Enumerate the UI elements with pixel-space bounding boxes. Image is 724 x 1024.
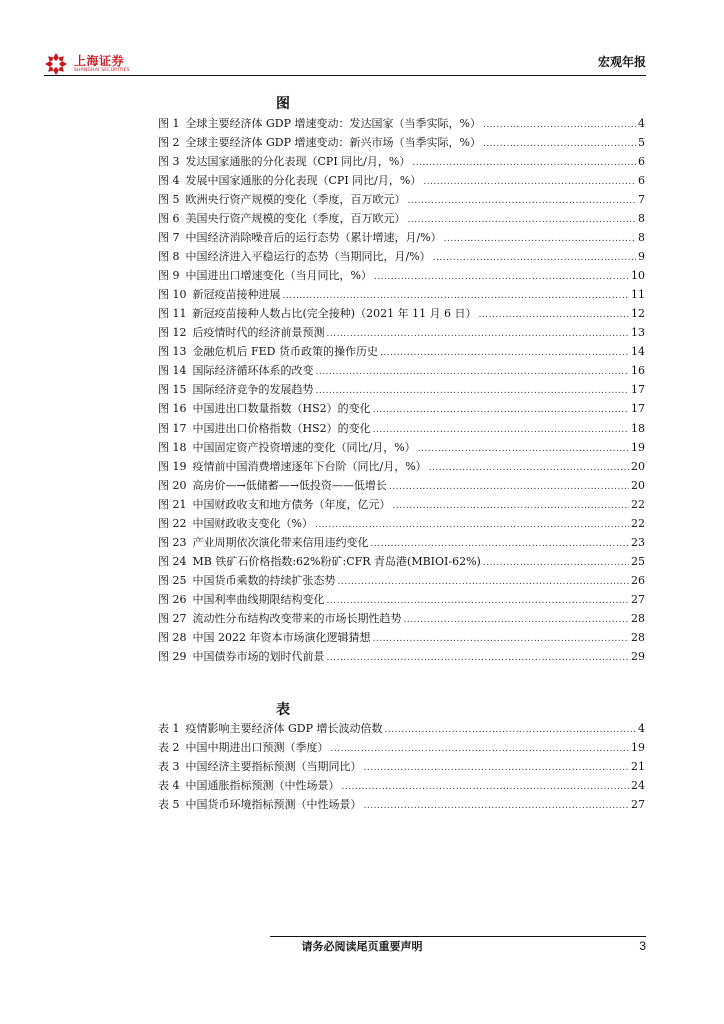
figure-label: 图 28 (158, 630, 187, 644)
figure-title: 全球主要经济体 GDP 增速变动：新兴市场（当季实际，%） (185, 136, 481, 150)
figure-entry[interactable] (158, 247, 645, 266)
figure-entry[interactable] (158, 304, 645, 323)
figure-entry[interactable] (158, 114, 645, 133)
table-entry[interactable] (158, 757, 645, 776)
figure-title: 中国债券市场的划时代前景 (192, 649, 325, 663)
figure-title: 中国利率曲线期限结构变化 (192, 592, 325, 606)
figure-entry[interactable] (158, 438, 645, 457)
figure-page-number: 20 (631, 459, 645, 473)
figure-title: 产业周期依次演化带来信用违约变化 (192, 535, 369, 549)
header-divider (44, 75, 646, 76)
table-list (158, 719, 645, 814)
figure-label: 图 18 (158, 440, 187, 454)
table-label: 表 2 (158, 741, 180, 755)
figure-page-number: 14 (631, 345, 645, 359)
figure-label: 图 10 (158, 288, 187, 302)
figure-label: 图 6 (158, 212, 180, 226)
figure-page-number: 27 (631, 592, 645, 606)
figure-page-number: 10 (631, 269, 645, 283)
figure-title: 流动性分布结构改变带来的市场长期性趋势 (192, 611, 402, 625)
dot-leader (316, 363, 630, 382)
figure-entry[interactable] (158, 380, 645, 399)
figure-page-number: 25 (631, 554, 645, 568)
dot-leader (479, 306, 629, 325)
figure-page-number: 29 (631, 649, 645, 663)
figure-page-number: 5 (638, 136, 645, 150)
figure-title: 新冠疫苗接种人数占比(完全接种)（2021 年 11 月 6 日） (192, 307, 477, 321)
figure-label: 图 27 (158, 611, 187, 625)
figure-entry[interactable] (158, 399, 645, 418)
figure-page-number: 22 (631, 497, 645, 511)
figure-entry[interactable] (158, 552, 645, 571)
figure-page-number: 7 (638, 193, 645, 207)
dot-leader (483, 135, 636, 154)
table-entry[interactable] (158, 776, 645, 795)
table-page-number: 4 (638, 722, 645, 735)
table-page-number: 19 (631, 741, 645, 755)
figure-label: 图 14 (158, 364, 187, 378)
figure-label: 图 8 (158, 250, 180, 264)
figure-title: 欧洲央行资产规模的变化（季度，百万欧元） (185, 193, 406, 207)
dot-leader (423, 173, 636, 192)
figure-title: 中国经济消除噪音后的运行态势（累计增速，月/%） (185, 231, 442, 245)
figure-label: 图 13 (158, 345, 187, 359)
figure-label: 图 15 (158, 383, 187, 397)
figure-entry[interactable] (158, 628, 645, 647)
figure-label: 图 17 (158, 421, 187, 435)
figure-entry[interactable] (158, 514, 645, 533)
table-title: 中国经济主要指标预测（当期同比） (185, 760, 362, 774)
dot-leader (364, 797, 630, 816)
dot-leader (338, 573, 630, 592)
figure-list (158, 114, 645, 666)
figure-page-number: 16 (631, 364, 645, 378)
figure-label: 图 5 (158, 193, 180, 207)
figure-title: 中国进出口价格指数（HS2）的变化 (192, 421, 371, 435)
figure-entry[interactable] (158, 152, 645, 171)
figure-label: 图 7 (158, 231, 180, 245)
table-title: 中国货币环境指标预测（中性场景） (185, 798, 362, 812)
dot-leader (373, 401, 629, 420)
figure-label: 图 24 (158, 554, 187, 568)
figures-heading: 图 (276, 96, 290, 112)
figure-entry[interactable] (158, 171, 645, 190)
figure-label: 图 29 (158, 649, 187, 663)
footer-divider (270, 936, 646, 937)
figure-entry[interactable] (158, 647, 645, 666)
figure-label: 图 1 (158, 117, 180, 130)
dot-leader (483, 116, 636, 135)
figure-entry[interactable] (158, 361, 645, 380)
figure-label: 图 9 (158, 269, 180, 283)
figure-title: 后疫情时代的经济前景预测 (192, 326, 325, 340)
figure-page-number: 6 (638, 155, 645, 169)
figure-entry[interactable] (158, 323, 645, 342)
figure-title: 中国货币乘数的持续扩张态势 (192, 573, 336, 587)
figure-title: 金融危机后 FED 货币政策的操作历史 (192, 345, 378, 359)
figure-title: 全球主要经济体 GDP 增速变动：发达国家（当季实际，%） (185, 117, 481, 130)
figure-page-number: 4 (638, 117, 645, 130)
figure-page-number: 20 (631, 478, 645, 492)
dot-leader (374, 268, 629, 287)
figure-title: 美国央行资产规模的变化（季度，百万欧元） (185, 212, 406, 226)
dot-leader (389, 478, 629, 497)
figure-page-number: 8 (638, 231, 645, 245)
figure-label: 图 19 (158, 459, 187, 473)
dot-leader (342, 778, 630, 797)
figure-entry[interactable] (158, 533, 645, 552)
figure-label: 图 21 (158, 497, 187, 511)
dot-leader (364, 759, 630, 778)
figure-label: 图 22 (158, 516, 187, 530)
dot-leader (483, 554, 629, 573)
page-header (44, 44, 646, 76)
figure-title: 中国进出口数量指数（HS2）的变化 (192, 402, 371, 416)
figure-entry[interactable] (158, 190, 645, 209)
table-label: 表 4 (158, 779, 180, 793)
figure-page-number: 13 (631, 326, 645, 340)
dot-leader (429, 459, 629, 478)
figure-label: 图 26 (158, 592, 187, 606)
tables-heading: 表 (276, 702, 290, 718)
figure-title: 发达国家通胀的分化表现（CPI 同比/月，%） (185, 155, 411, 169)
figure-title: 中国固定资产投资增速的变化（同比/月，%） (192, 440, 416, 454)
brand-logo-icon (44, 52, 68, 76)
brand-name-cn: 上海证券 (74, 53, 125, 68)
figure-entry[interactable] (158, 228, 645, 247)
figure-title: 发展中国家通胀的分化表现（CPI 同比/月，%） (185, 174, 422, 188)
figure-page-number: 26 (631, 573, 645, 587)
figure-entry[interactable] (158, 476, 645, 495)
figure-label: 图 11 (158, 307, 187, 321)
table-label: 表 5 (158, 798, 180, 812)
figure-page-number: 28 (631, 611, 645, 625)
dot-leader (331, 740, 630, 759)
figure-label: 图 23 (158, 535, 187, 549)
figure-page-number: 28 (631, 630, 645, 644)
dot-leader (404, 611, 630, 630)
table-page-number: 21 (631, 760, 645, 774)
figure-entry[interactable] (158, 133, 645, 152)
figure-entry[interactable] (158, 419, 645, 438)
figure-page-number: 12 (631, 307, 645, 321)
table-page-number: 24 (631, 779, 645, 793)
dot-leader (385, 721, 637, 740)
figure-page-number: 17 (631, 402, 645, 416)
dot-leader (412, 154, 636, 173)
figure-page-number: 17 (631, 383, 645, 397)
figure-title: 中国 2022 年资本市场演化逻辑猜想 (192, 630, 371, 644)
figure-page-number: 8 (638, 212, 645, 226)
figure-entry[interactable] (158, 342, 645, 361)
disclaimer-note: 请务必阅读尾页重要声明 (301, 940, 423, 953)
figure-title: 国际经济竞争的发展趋势 (192, 383, 314, 397)
dot-leader (408, 211, 637, 230)
figure-entry[interactable] (158, 609, 645, 628)
figure-entry[interactable] (158, 457, 645, 476)
figure-title: 中国进出口增速变化（当月同比，%） (185, 269, 372, 283)
table-entry[interactable] (158, 795, 645, 814)
figure-entry[interactable] (158, 266, 645, 285)
figure-label: 图 25 (158, 573, 187, 587)
figure-page-number: 18 (631, 421, 645, 435)
dot-leader (444, 230, 636, 249)
dot-leader (408, 192, 637, 211)
dot-leader (418, 440, 629, 459)
figure-label: 图 4 (158, 174, 180, 188)
figure-title: 中国财政收支变化（%） (192, 516, 313, 530)
dot-leader (433, 249, 636, 268)
table-title: 中国通胀指标预测（中性场景） (185, 779, 340, 793)
dot-leader (380, 344, 629, 363)
table-entry[interactable] (158, 719, 645, 738)
brand-name-en: SHANGHAI SECURITIES (74, 67, 130, 73)
report-type: 宏观年报 (597, 55, 646, 69)
table-page-number: 27 (631, 798, 645, 812)
dot-leader (373, 630, 630, 649)
figure-page-number: 11 (631, 288, 645, 302)
figure-label: 图 20 (158, 478, 187, 492)
table-entry[interactable] (158, 738, 645, 757)
figure-label: 图 3 (158, 155, 180, 169)
figure-entry[interactable] (158, 590, 645, 609)
figure-title: 中国经济进入平稳运行的态势（当期同比，月/%） (185, 250, 431, 264)
dot-leader (327, 649, 630, 668)
figure-title: MB 铁矿石价格指数:62%粉矿:CFR 青岛港(MBIOI-62%) (192, 554, 481, 568)
brand-logo (44, 52, 130, 76)
figure-entry[interactable] (158, 495, 645, 514)
figure-title: 新冠疫苗接种进展 (192, 288, 281, 302)
table-title: 疫情影响主要经济体 GDP 增长波动倍数 (185, 722, 383, 735)
table-label: 表 3 (158, 760, 180, 774)
figure-page-number: 22 (631, 516, 645, 530)
figure-title: 疫情前中国消费增速逐年下台阶（同比/月，%） (192, 459, 427, 473)
figure-page-number: 9 (638, 250, 645, 264)
figure-entry[interactable] (158, 285, 645, 304)
table-title: 中国中期进出口预测（季度） (185, 741, 329, 755)
table-label: 表 1 (158, 722, 180, 735)
figure-label: 图 12 (158, 326, 187, 340)
figure-label: 图 16 (158, 402, 187, 416)
dot-leader (393, 497, 630, 516)
figure-label: 图 2 (158, 136, 180, 150)
figure-entry[interactable] (158, 209, 645, 228)
figure-title: 中国财政收支和地方债务（年度，亿元） (192, 497, 391, 511)
figure-entry[interactable] (158, 571, 645, 590)
figure-title: 高房价—→低储蓄—→低投资——低增长 (192, 478, 387, 492)
figure-page-number: 19 (631, 440, 645, 454)
page-number: 3 (639, 939, 646, 953)
figure-page-number: 23 (631, 535, 645, 549)
figure-page-number: 6 (638, 174, 645, 188)
figure-title: 国际经济循环体系的改变 (192, 364, 314, 378)
